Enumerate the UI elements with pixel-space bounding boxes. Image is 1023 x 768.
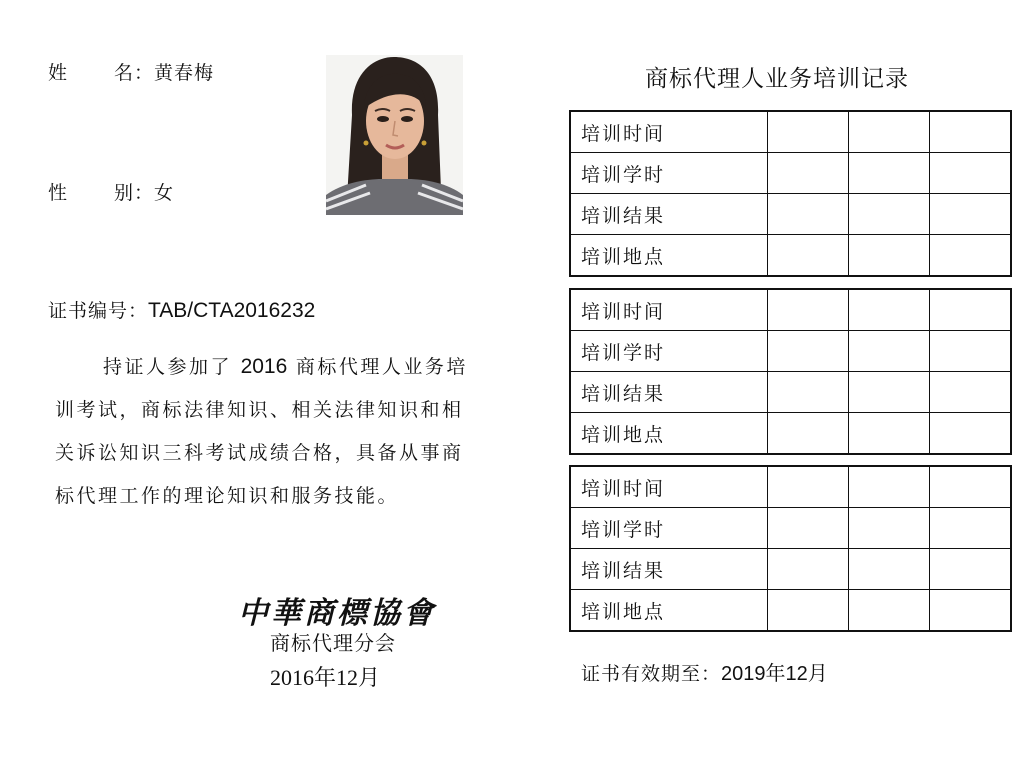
table-cell <box>849 111 930 153</box>
table-cell <box>930 508 1012 549</box>
training-record-table-2 <box>569 288 1012 455</box>
table-cell <box>930 153 1012 194</box>
issue-date: 2016年12月 <box>270 665 381 690</box>
gender-value: 女 <box>154 182 175 204</box>
row-label: 培训结果 <box>570 372 768 413</box>
table-row <box>570 111 1011 153</box>
row-label: 培训时间 <box>570 289 768 331</box>
table-row <box>570 331 1011 372</box>
table-row <box>570 413 1011 455</box>
row-label: 培训结果 <box>570 194 768 235</box>
table-cell <box>768 194 849 235</box>
statement-line-2: 训考试，商标法律知识、相关法律知识和相 <box>55 399 464 421</box>
qualification-statement <box>55 345 495 518</box>
table-row <box>570 466 1011 508</box>
table-cell <box>849 331 930 372</box>
name-label-1: 姓 <box>48 62 69 84</box>
table-cell <box>930 331 1012 372</box>
table-cell <box>768 289 849 331</box>
validity-value: 2019年12月 <box>721 663 828 685</box>
table-cell <box>930 372 1012 413</box>
row-label: 培训学时 <box>570 153 768 194</box>
table-cell <box>768 413 849 455</box>
certificate-number-label: 证书编号： <box>48 300 149 322</box>
statement-line-1 <box>55 345 495 389</box>
table-cell <box>930 466 1012 508</box>
table-cell <box>768 508 849 549</box>
table-row <box>570 590 1011 632</box>
table-row <box>570 235 1011 277</box>
table-cell <box>930 194 1012 235</box>
table-cell <box>849 194 930 235</box>
table-cell <box>849 466 930 508</box>
statement-line1-rest: 商标代理人业务培 <box>295 356 468 378</box>
row-label: 培训地点 <box>570 590 768 632</box>
table-cell <box>930 413 1012 455</box>
name-label-2: 名： <box>114 62 155 84</box>
table-cell <box>930 289 1012 331</box>
validity-period <box>581 657 828 686</box>
table-cell <box>930 111 1012 153</box>
table-cell <box>849 549 930 590</box>
gender-field <box>48 178 174 205</box>
portrait-photo <box>326 55 463 215</box>
training-record-table-3 <box>569 465 1012 632</box>
training-record-title: 商标代理人业务培训记录 <box>645 66 909 92</box>
table-row <box>570 153 1011 194</box>
statement-line-3: 关诉讼知识三科考试成绩合格，具备从事商 <box>55 442 464 464</box>
statement-line-4: 标代理工作的理论知识和服务技能。 <box>55 485 400 507</box>
table-row <box>570 372 1011 413</box>
table-cell <box>849 289 930 331</box>
table-row <box>570 289 1011 331</box>
certificate-number-value: TAB/CTA2016232 <box>148 299 316 322</box>
validity-label: 证书有效期至： <box>581 663 722 685</box>
row-label: 培训地点 <box>570 235 768 277</box>
table-cell <box>849 590 930 632</box>
statement-year: 2016 <box>240 355 288 378</box>
table-cell <box>768 466 849 508</box>
table-cell <box>930 549 1012 590</box>
table-cell <box>930 235 1012 277</box>
table-cell <box>768 235 849 277</box>
table-cell <box>768 331 849 372</box>
row-label: 培训时间 <box>570 111 768 153</box>
name-field <box>48 58 214 85</box>
table-cell <box>849 153 930 194</box>
row-label: 培训学时 <box>570 331 768 372</box>
table-cell <box>930 590 1012 632</box>
table-row <box>570 549 1011 590</box>
name-value: 黄春梅 <box>154 62 215 84</box>
table-cell <box>849 235 930 277</box>
row-label: 培训结果 <box>570 549 768 590</box>
row-label: 培训时间 <box>570 466 768 508</box>
training-record-table-1 <box>569 110 1012 277</box>
table-cell <box>768 549 849 590</box>
table-row <box>570 194 1011 235</box>
table-cell <box>768 372 849 413</box>
table-row <box>570 508 1011 549</box>
gender-label-2: 别： <box>114 182 155 204</box>
row-label: 培训学时 <box>570 508 768 549</box>
table-cell <box>768 111 849 153</box>
table-cell <box>849 413 930 455</box>
table-cell <box>849 372 930 413</box>
statement-prefix: 持证人参加了 <box>103 356 233 378</box>
table-cell <box>768 590 849 632</box>
certificate-number <box>48 296 315 323</box>
issuer-branch: 商标代理分会 <box>270 631 396 655</box>
table-cell <box>849 508 930 549</box>
association-signature: 中華商標協會 <box>238 596 436 631</box>
gender-label-1: 性 <box>48 182 69 204</box>
table-cell <box>768 153 849 194</box>
row-label: 培训地点 <box>570 413 768 455</box>
